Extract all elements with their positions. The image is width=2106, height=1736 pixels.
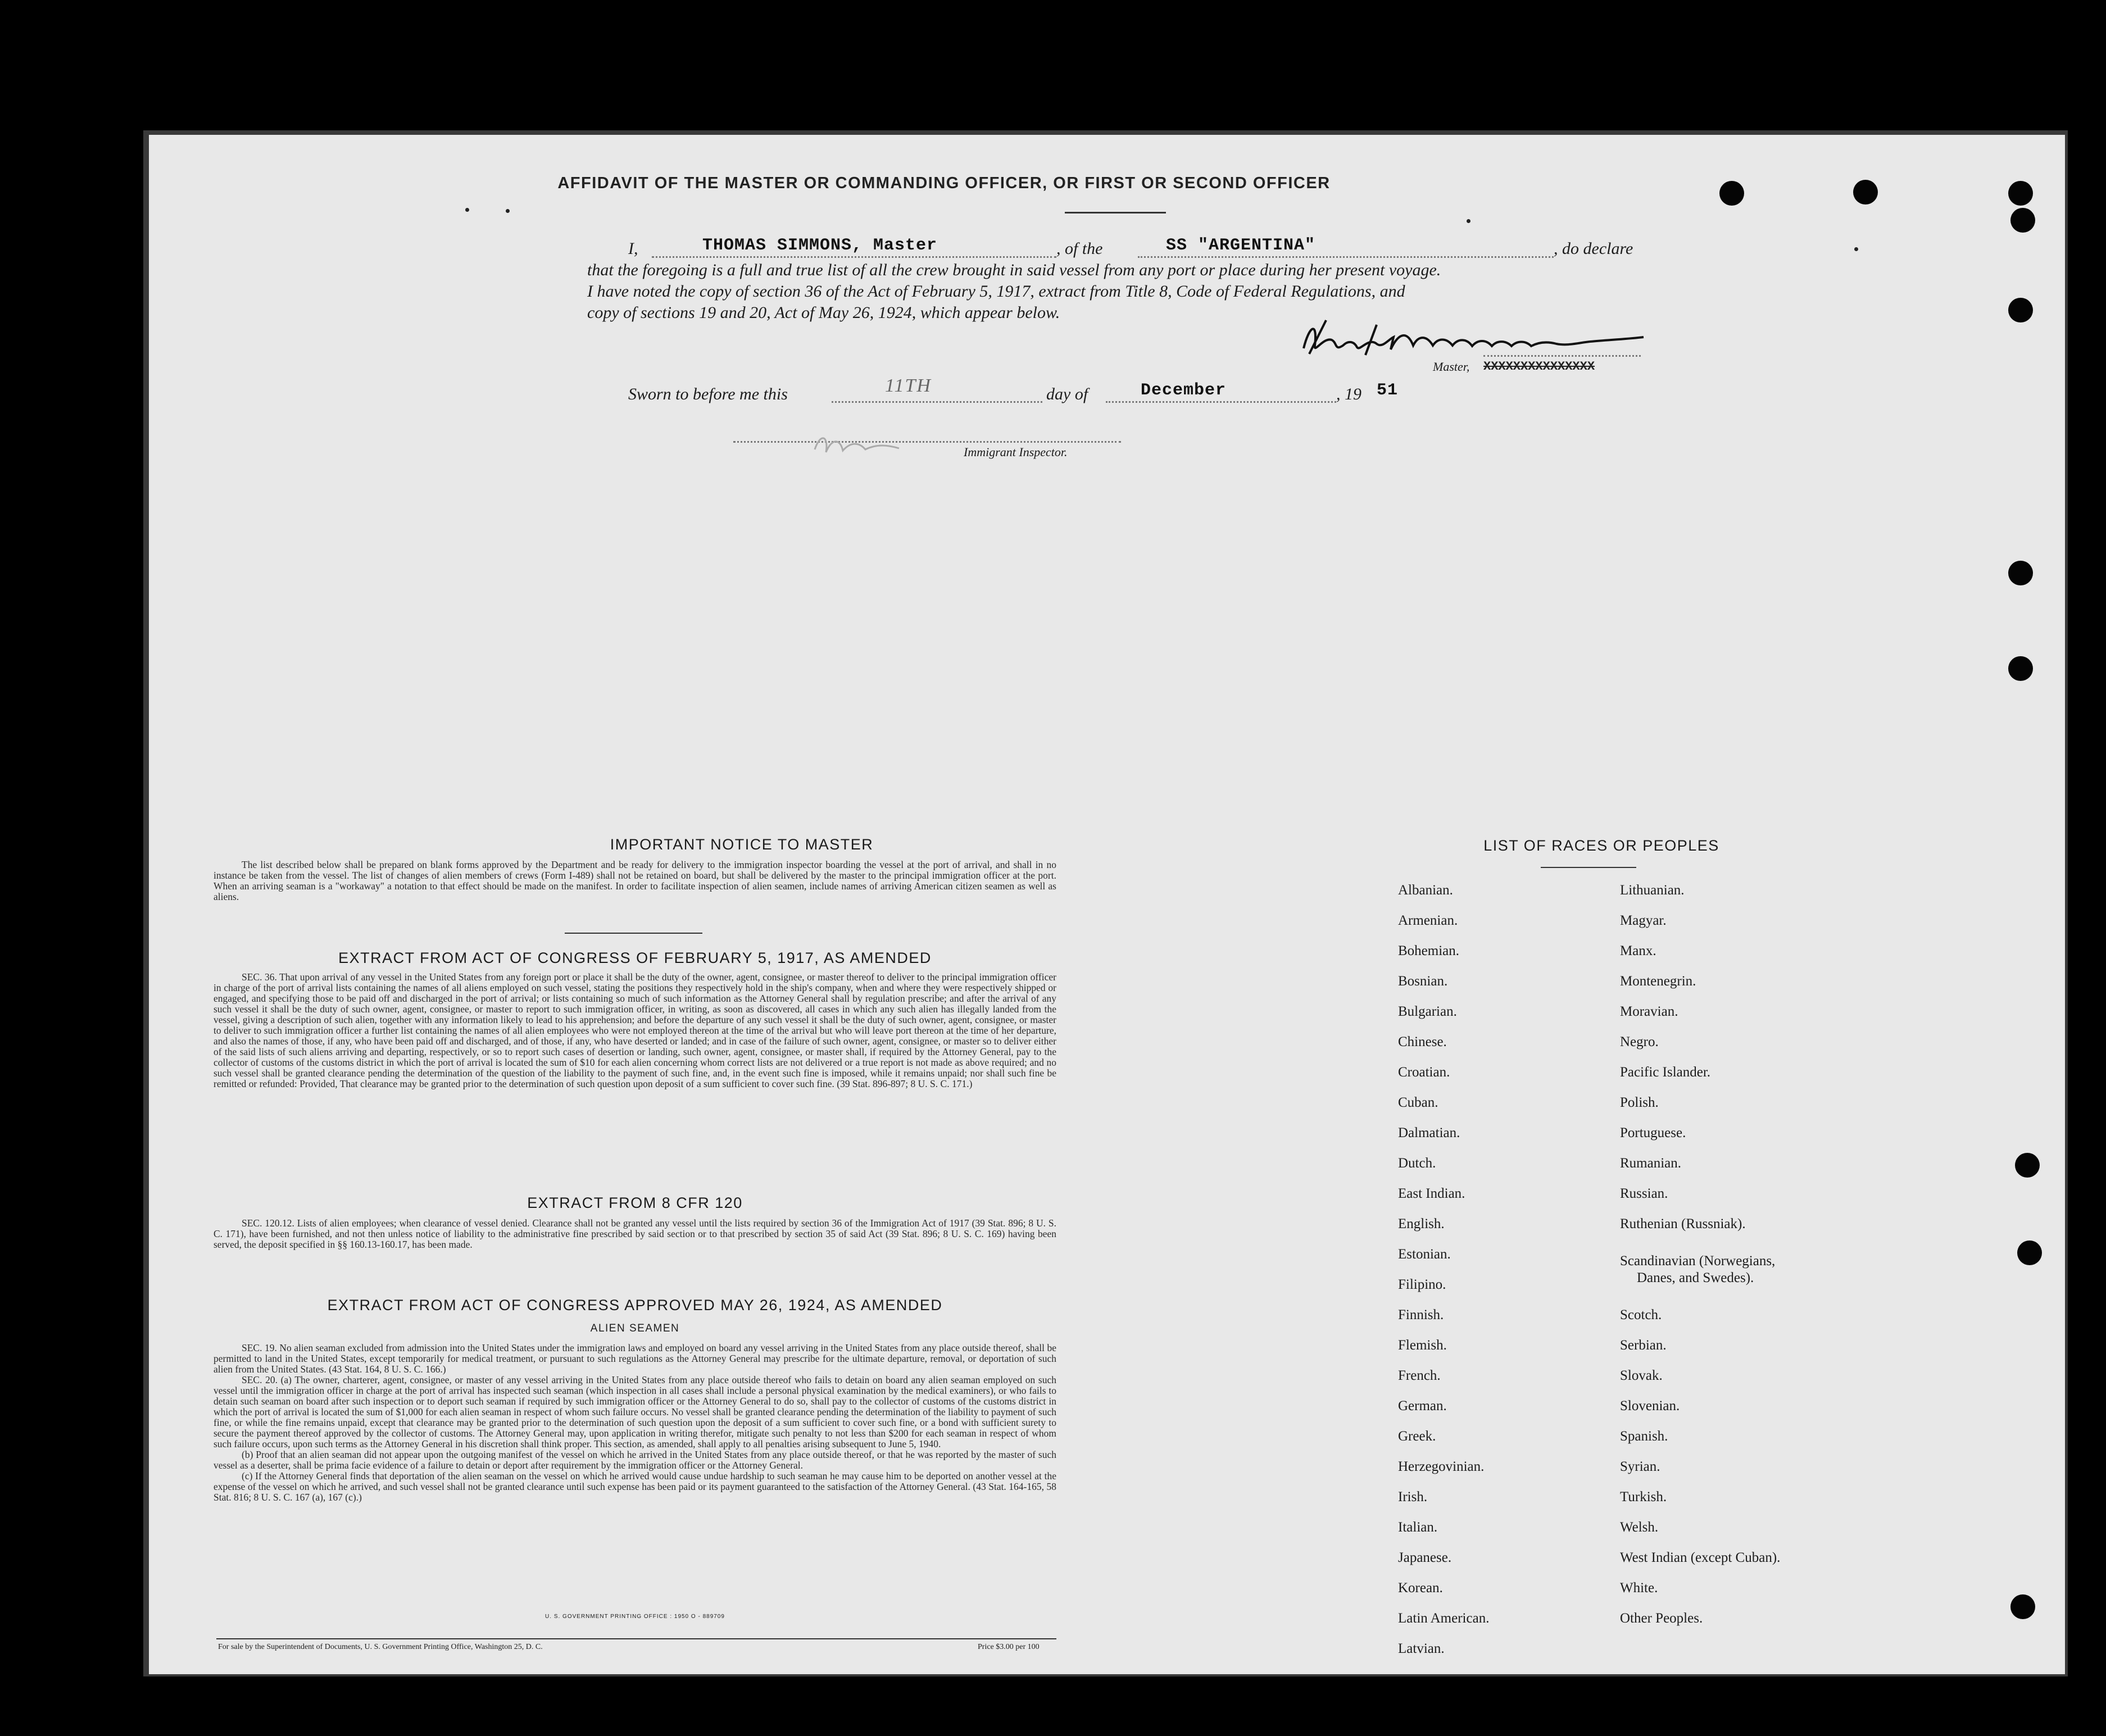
race-item: Japanese. bbox=[1398, 1550, 1452, 1565]
race-item: Slovenian. bbox=[1620, 1398, 1680, 1414]
master-name-value: THOMAS SIMMONS, Master bbox=[702, 236, 938, 255]
races-title: LIST OF RACES OR PEOPLES bbox=[1483, 837, 1719, 854]
race-item: Manx. bbox=[1620, 943, 1656, 958]
inspector-caption: Immigrant Inspector. bbox=[964, 445, 1068, 459]
race-item: Greek. bbox=[1398, 1429, 1436, 1444]
year-prefix: , 19 bbox=[1336, 385, 1361, 403]
race-item: Scotch. bbox=[1620, 1307, 1662, 1323]
race-item: Moravian. bbox=[1620, 1004, 1678, 1019]
race-item: Pacific Islander. bbox=[1620, 1065, 1711, 1080]
pronoun-i: I, bbox=[628, 239, 638, 258]
punch-hole bbox=[2008, 181, 2033, 206]
race-item: Latin American. bbox=[1398, 1611, 1490, 1626]
affidavit-line-2: that the foregoing is a full and true list of all the crew brought in said vessel from any port or place during her present voyage. bbox=[587, 261, 1441, 279]
race-item: Other Peoples. bbox=[1620, 1611, 1703, 1626]
year-value: 51 bbox=[1377, 381, 1399, 400]
race-item: Polish. bbox=[1620, 1095, 1659, 1110]
race-item: Negro. bbox=[1620, 1034, 1659, 1049]
race-item: Latvian. bbox=[1398, 1641, 1445, 1656]
sec36-paragraph: SEC. 36. That upon arrival of any vessel in the United States from any foreign port or place it shall be the duty of the owner, agent, consignee, or master thereof to deliver to the principal immigration officer in charge of the port of arrival lists containing the names of all aliens employed on such vessel, stating the positions they respectively hold in the ship's company, when and where they were respectively shipped or engaged, and specifying those to be paid off and discharged in the port of arrival; or lists containing so much of such information as the Attorney General shall by regulation prescribe; and after the arrival of any such vessel it shall be the duty of such owner, agent, consignee, or master to report to such immigration officer, in writing, as soon as discovered, all cases in which any such alien has illegally landed from the vessel, giving a description of such alien, together with any information likely to lead to his apprehension; and before the departure of any such vessel it shall be the duty of such owner, agent, consignee, or master to deliver to such immigration officer a further list containing the names of all alien employees who were not employed thereon at the time of the arrival but who will leave port thereon at the time of her departure, and also the names of those, if any, who have been paid off and discharged, and of those, if any, who have deserted or landed; and in case of the failure of such owner, agent, consignee, or master so to deliver either of the said lists of such aliens arriving and departing, respectively, or so to report such cases of desertion or landing, such owner, agent, consignee, or master shall, if required by the Attorney General, pay to the collector of customs of the customs district in which the port of arrival is located the sum of $10 for each alien concerning whom correct lists are not delivered or a true report is not made as above required; and no such vessel shall be granted clearance pending the determination of the question of the liability to the payment of such fine, and, in the event such fine is imposed, while it remains unpaid; nor shall such fine be remitted or refunded: Provided, That clearance may be granted prior to the determination of such question upon deposit of a sum sufficient to cover such fine. (39 Stat. 896-897; 8 U. S. C. 171.) bbox=[214, 971, 1056, 1089]
speck bbox=[506, 209, 510, 213]
race-item: Turkish. bbox=[1620, 1489, 1667, 1505]
speck bbox=[1854, 247, 1858, 251]
race-item: Finnish. bbox=[1398, 1307, 1444, 1323]
race-item: Armenian. bbox=[1398, 913, 1458, 928]
extract-1917-title: EXTRACT FROM ACT OF CONGRESS OF FEBRUARY 5, 1917, AS AMENDED bbox=[338, 949, 932, 966]
race-item: Estonian. bbox=[1398, 1247, 1451, 1262]
master-signature bbox=[1292, 315, 1652, 365]
affidavit-line-3: I have noted the copy of section 36 of the Act of February 5, 1917, extract from Title 8, Code of Federal Regulations, and bbox=[587, 282, 1405, 301]
race-item: White. bbox=[1620, 1580, 1658, 1596]
race-item: Cuban. bbox=[1398, 1095, 1438, 1110]
sworn-label: Sworn to before me this bbox=[628, 385, 788, 403]
notice-text bbox=[214, 860, 1056, 902]
race-item: Slovak. bbox=[1620, 1368, 1663, 1383]
gpo-imprint: U. S. GOVERNMENT PRINTING OFFICE : 1950 O - 889709 bbox=[545, 1614, 725, 1620]
punch-hole bbox=[2008, 656, 2033, 681]
races-rule bbox=[1541, 867, 1636, 868]
punch-hole bbox=[2008, 561, 2033, 585]
vessel-line bbox=[1138, 256, 1554, 258]
race-item: French. bbox=[1398, 1368, 1441, 1383]
extract-cfr-title: EXTRACT FROM 8 CFR 120 bbox=[527, 1194, 743, 1211]
punch-hole bbox=[2010, 208, 2035, 233]
race-item: English. bbox=[1398, 1216, 1445, 1231]
master-caption: Master, bbox=[1433, 360, 1470, 374]
day-value: 11TH bbox=[885, 375, 932, 396]
do-declare-label: , do declare bbox=[1554, 239, 1633, 258]
punch-hole bbox=[2008, 298, 2033, 322]
of-the-label: , of the bbox=[1056, 239, 1103, 258]
race-item: Dutch. bbox=[1398, 1156, 1436, 1171]
race-item: Montenegrin. bbox=[1620, 974, 1696, 989]
punch-hole bbox=[2017, 1240, 2042, 1265]
race-item: West Indian (except Cuban). bbox=[1620, 1550, 1781, 1565]
race-item: Korean. bbox=[1398, 1580, 1443, 1596]
race-item: Croatian. bbox=[1398, 1065, 1450, 1080]
race-item: Russian. bbox=[1620, 1186, 1668, 1201]
sec20c-paragraph: (c) If the Attorney General finds that deportation of the alien seaman on the vessel on which he arrived would cause undue hardship to such seaman he may cause him to be deported on another vessel at the expense of the vessel on which he arrived, and such vessel shall not be granted clearance until such expense has been paid or its payment guaranteed to the satisfaction of the Attorney General. (43 Stat. 164-165, 58 Stat. 816; 8 U. S. C. 167 (a), 167 (c).) bbox=[214, 1470, 1056, 1503]
race-item: Rumanian. bbox=[1620, 1156, 1682, 1171]
price-note: Price $3.00 per 100 bbox=[978, 1643, 1040, 1651]
race-item: Magyar. bbox=[1620, 913, 1667, 928]
section-rule bbox=[565, 933, 702, 934]
day-line bbox=[832, 401, 1042, 403]
punch-hole bbox=[2010, 1594, 2035, 1619]
punch-hole bbox=[1853, 180, 1878, 204]
race-item: East Indian. bbox=[1398, 1186, 1465, 1201]
speck bbox=[1467, 219, 1470, 223]
race-item: Irish. bbox=[1398, 1489, 1428, 1505]
race-item: Lithuanian. bbox=[1620, 883, 1685, 898]
extract-1924-text bbox=[214, 1343, 1056, 1503]
extract-1917-text bbox=[214, 972, 1056, 1089]
alien-seamen-subtitle: ALIEN SEAMEN bbox=[590, 1323, 680, 1334]
race-item: Danes, and Swedes). bbox=[1637, 1270, 1754, 1285]
month-value: December bbox=[1141, 381, 1227, 400]
punch-hole bbox=[2015, 1153, 2040, 1178]
race-item: Scandinavian (Norwegians, bbox=[1620, 1253, 1776, 1269]
race-item: Welsh. bbox=[1620, 1520, 1659, 1535]
race-item: Bulgarian. bbox=[1398, 1004, 1457, 1019]
affidavit-title: AFFIDAVIT OF THE MASTER OR COMMANDING OFFICER, OR FIRST OR SECOND OFFICER bbox=[557, 174, 1331, 192]
notice-paragraph: The list described below shall be prepared on blank forms approved by the Department and be ready for delivery to the immigration inspector boarding the vessel at the port of arrival, and shall in no instance be taken from the vessel. The list of changes of alien members of crews (Form I-489) shall not be retained on board, but shall be delivered by the master to the principal immigration officer at the port. When an arriving seaman is a "workaway" a notation to that effect should be made on the manifest. In order to facilitate inspection of alien seamen, include names of arriving American citizen seamen as well as aliens. bbox=[214, 859, 1056, 902]
vessel-value: SS "ARGENTINA" bbox=[1166, 236, 1316, 255]
struck-out-title: XXXXXXXXXXXXXXX bbox=[1483, 360, 1595, 374]
race-item: Flemish. bbox=[1398, 1338, 1447, 1353]
notice-title: IMPORTANT NOTICE TO MASTER bbox=[610, 836, 874, 853]
race-item: Bohemian. bbox=[1398, 943, 1460, 958]
race-item: Italian. bbox=[1398, 1520, 1438, 1535]
race-item: Herzegovinian. bbox=[1398, 1459, 1485, 1474]
race-item: Syrian. bbox=[1620, 1459, 1660, 1474]
sec20a-paragraph: SEC. 20. (a) The owner, charterer, agent, consignee, or master of any vessel arriving in the United States from any place outside thereof who fails to detain on board any alien seaman employed on such vessel until the immigration officer in charge at the port of arrival has inspected such seaman (which inspection in all cases shall include a personal physical examination by the medical examiners), or who fails to detain such seaman on board after such inspection or to deport such seaman if required by such immigration officer or the Attorney General to do so, shall pay to the collector of customs of the customs district in which the port of arrival is located the sum of $1,000 for each alien seaman in respect of whom such failure occurs. No vessel shall be granted clearance pending the determination of the liability to payment of such fine, or while the fine remains unpaid, except that clearance may be granted prior to the determination of such question upon the deposit of a sum sufficient to cover such fine, or a bond with sufficient surety to secure the payment thereof approved by the collector of customs. The Attorney General may, upon application in writing therefor, mitigate such penalty to not less than $200 for each seaman in respect of whom such failure occurs, upon such terms as the Attorney General in his discretion shall think proper. This section, as amended, shall apply to all penalties arising subsequent to June 5, 1940. bbox=[214, 1374, 1056, 1449]
affidavit-line-4: copy of sections 19 and 20, Act of May 26, 1924, which appear below. bbox=[587, 303, 1060, 322]
race-item: Serbian. bbox=[1620, 1338, 1667, 1353]
inspector-scribble bbox=[809, 427, 933, 461]
race-item: Albanian. bbox=[1398, 883, 1453, 898]
punch-hole bbox=[1719, 181, 1744, 206]
race-item: German. bbox=[1398, 1398, 1447, 1414]
master-name-line bbox=[652, 256, 1056, 258]
sec120-paragraph: SEC. 120.12. Lists of alien employees; when clearance of vessel denied. Clearance shall not be granted any vessel until the lists required by section 36 of the Immigration Act of 1917 (39 Stat. 896; 8 U. S. C. 171), have been furnished, and not then unless notice of liability to the administrative fine prescribed by said section or to that prescribed by section 35 of said Act (39 Stat. 896; 8 U. S. C. 169) having been served, the deposit specified in §§ 160.13-160.17, has been made. bbox=[214, 1217, 1056, 1250]
sec20b-paragraph: (b) Proof that an alien seaman did not appear upon the outgoing manifest of the vessel on which he arrived in the United States from any place outside thereof, or that he was reported by the master of such vessel as a deserter, shall be prima facie evidence of a failure to detain or deport after requirement by the immigration officer or the Attorney General. bbox=[214, 1449, 1056, 1471]
race-item: Chinese. bbox=[1398, 1034, 1447, 1049]
race-item: Dalmatian. bbox=[1398, 1125, 1460, 1140]
extract-1924-title: EXTRACT FROM ACT OF CONGRESS APPROVED MAY 26, 1924, AS AMENDED bbox=[327, 1297, 943, 1314]
month-line bbox=[1106, 401, 1336, 403]
race-item: Bosnian. bbox=[1398, 974, 1448, 989]
race-item: Filipino. bbox=[1398, 1277, 1446, 1292]
extract-cfr-text bbox=[214, 1218, 1056, 1250]
sec19-paragraph: SEC. 19. No alien seaman excluded from admission into the United States under the immigration laws and employed on board any vessel arriving in the United States from any place outside thereof, shall be permitted to land in the United States, except temporarily for medical treatment, or pursuant to such regulations as the Attorney General may prescribe for the ultimate departure, removal, or deportation of such alien from the United States. (43 Stat. 164, 8 U. S. C. 166.) bbox=[214, 1342, 1056, 1375]
title-rule bbox=[1065, 212, 1166, 213]
sale-note: For sale by the Superintendent of Documents, U. S. Government Printing Office, Washington 25, D. C. bbox=[218, 1643, 543, 1651]
signature-line bbox=[1483, 355, 1641, 357]
day-of-label: day of bbox=[1046, 385, 1088, 403]
footer-rule bbox=[216, 1638, 1056, 1639]
race-item: Spanish. bbox=[1620, 1429, 1668, 1444]
race-item: Ruthenian (Russniak). bbox=[1620, 1216, 1746, 1231]
speck bbox=[465, 208, 469, 212]
race-item: Portuguese. bbox=[1620, 1125, 1686, 1140]
